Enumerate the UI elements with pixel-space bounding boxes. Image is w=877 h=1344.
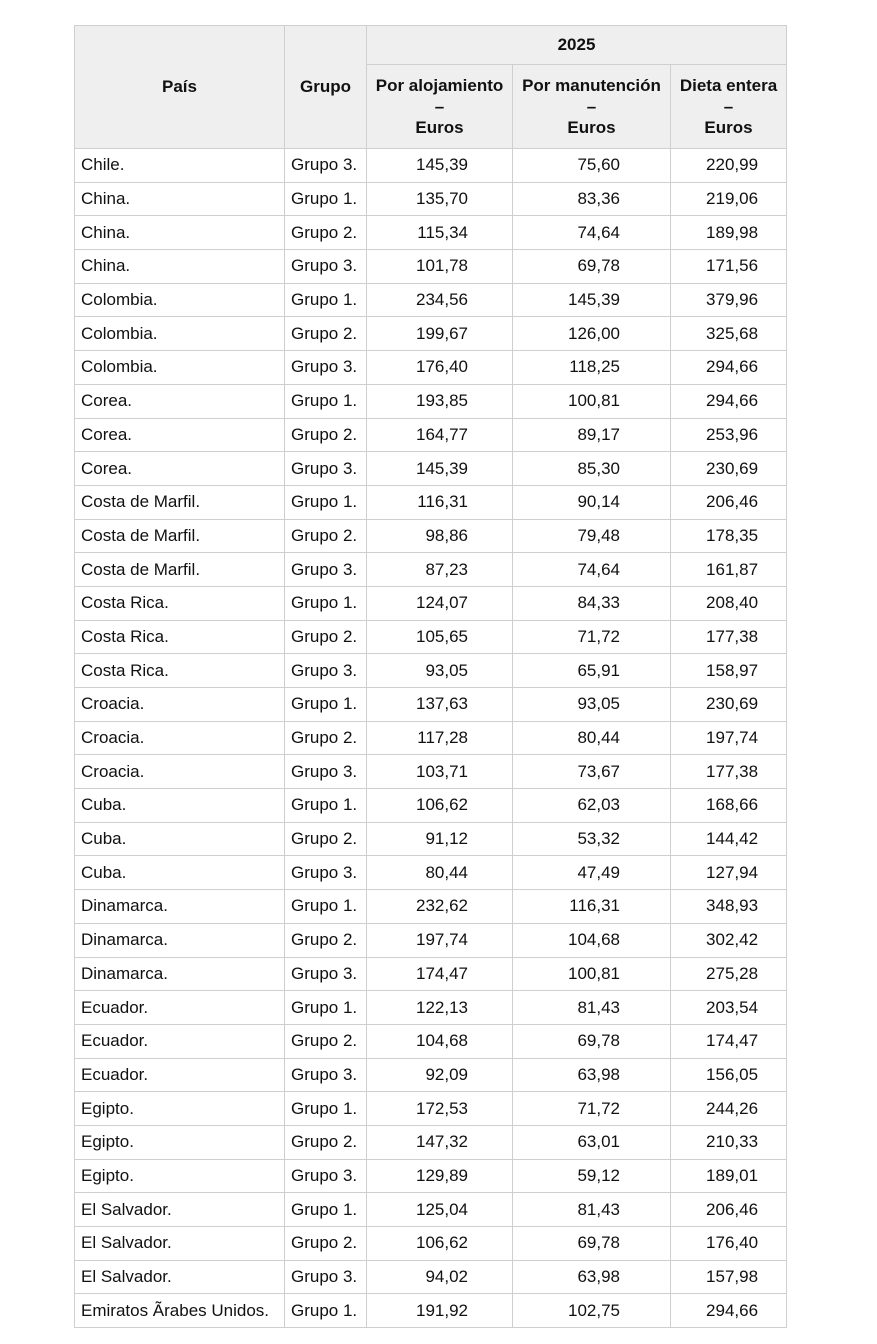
header-dieta — [671, 65, 787, 149]
header-pais: País — [75, 26, 285, 149]
header-manutencion-unit: Euros — [567, 118, 616, 137]
table-row — [75, 586, 787, 620]
cell-pais: Costa Rica. — [75, 586, 285, 620]
cell-manutencion: 100,81 — [513, 384, 671, 418]
cell-alojamiento: 104,68 — [367, 1024, 513, 1058]
cell-alojamiento: 129,89 — [367, 1159, 513, 1193]
cell-dieta: 208,40 — [671, 586, 787, 620]
cell-manutencion: 69,78 — [513, 1227, 671, 1261]
cell-alojamiento: 105,65 — [367, 620, 513, 654]
cell-pais: Egipto. — [75, 1125, 285, 1159]
cell-manutencion: 81,43 — [513, 991, 671, 1025]
cell-dieta: 244,26 — [671, 1092, 787, 1126]
table-row — [75, 923, 787, 957]
cell-pais: Costa de Marfil. — [75, 485, 285, 519]
cell-manutencion: 84,33 — [513, 586, 671, 620]
cell-pais: Ecuador. — [75, 1024, 285, 1058]
cell-grupo: Grupo 3. — [285, 149, 367, 183]
cell-pais: Croacia. — [75, 688, 285, 722]
cell-grupo: Grupo 1. — [285, 1193, 367, 1227]
cell-alojamiento: 116,31 — [367, 485, 513, 519]
cell-manutencion: 73,67 — [513, 755, 671, 789]
cell-dieta: 294,66 — [671, 351, 787, 385]
cell-pais: Corea. — [75, 452, 285, 486]
table-row — [75, 856, 787, 890]
cell-grupo: Grupo 3. — [285, 654, 367, 688]
cell-manutencion: 69,78 — [513, 250, 671, 284]
cell-manutencion: 74,64 — [513, 216, 671, 250]
cell-manutencion: 145,39 — [513, 283, 671, 317]
cell-manutencion: 85,30 — [513, 452, 671, 486]
cell-alojamiento: 176,40 — [367, 351, 513, 385]
cell-grupo: Grupo 3. — [285, 856, 367, 890]
cell-dieta: 158,97 — [671, 654, 787, 688]
cell-manutencion: 47,49 — [513, 856, 671, 890]
table-row — [75, 317, 787, 351]
cell-dieta: 168,66 — [671, 789, 787, 823]
cell-dieta: 127,94 — [671, 856, 787, 890]
cell-pais: Corea. — [75, 418, 285, 452]
header-dieta-title: Dieta entera — [679, 76, 778, 95]
cell-pais: Corea. — [75, 384, 285, 418]
cell-alojamiento: 91,12 — [367, 822, 513, 856]
cell-manutencion: 59,12 — [513, 1159, 671, 1193]
table-row — [75, 1193, 787, 1227]
header-alojamiento-unit: Euros — [415, 118, 464, 137]
cell-dieta: 161,87 — [671, 553, 787, 587]
cell-grupo: Grupo 3. — [285, 755, 367, 789]
table-row — [75, 519, 787, 553]
cell-dieta: 253,96 — [671, 418, 787, 452]
table-row — [75, 721, 787, 755]
cell-pais: Costa Rica. — [75, 654, 285, 688]
cell-alojamiento: 124,07 — [367, 586, 513, 620]
cell-alojamiento: 117,28 — [367, 721, 513, 755]
header-manutencion — [513, 65, 671, 149]
cell-manutencion: 80,44 — [513, 721, 671, 755]
cell-alojamiento: 101,78 — [367, 250, 513, 284]
table-row — [75, 789, 787, 823]
cell-alojamiento: 135,70 — [367, 182, 513, 216]
cell-dieta: 325,68 — [671, 317, 787, 351]
cell-dieta: 230,69 — [671, 688, 787, 722]
dietas-table — [74, 25, 787, 1328]
cell-dieta: 171,56 — [671, 250, 787, 284]
cell-dieta: 220,99 — [671, 149, 787, 183]
header-alojamiento-title: Por alojamiento — [375, 76, 504, 95]
cell-pais: Chile. — [75, 149, 285, 183]
cell-grupo: Grupo 2. — [285, 317, 367, 351]
table-row — [75, 822, 787, 856]
cell-pais: Costa de Marfil. — [75, 553, 285, 587]
cell-pais: China. — [75, 182, 285, 216]
table-row — [75, 384, 787, 418]
table-row — [75, 1125, 787, 1159]
cell-alojamiento: 145,39 — [367, 149, 513, 183]
cell-alojamiento: 147,32 — [367, 1125, 513, 1159]
cell-grupo: Grupo 3. — [285, 1159, 367, 1193]
cell-grupo: Grupo 1. — [285, 283, 367, 317]
cell-grupo: Grupo 2. — [285, 418, 367, 452]
cell-pais: Colombia. — [75, 283, 285, 317]
cell-alojamiento: 172,53 — [367, 1092, 513, 1126]
cell-dieta: 379,96 — [671, 283, 787, 317]
cell-grupo: Grupo 3. — [285, 1058, 367, 1092]
cell-pais: Costa Rica. — [75, 620, 285, 654]
cell-dieta: 176,40 — [671, 1227, 787, 1261]
table-row — [75, 485, 787, 519]
cell-pais: Dinamarca. — [75, 890, 285, 924]
cell-dieta: 144,42 — [671, 822, 787, 856]
cell-grupo: Grupo 2. — [285, 1024, 367, 1058]
cell-manutencion: 126,00 — [513, 317, 671, 351]
cell-pais: Dinamarca. — [75, 957, 285, 991]
cell-dieta: 206,46 — [671, 485, 787, 519]
cell-grupo: Grupo 3. — [285, 250, 367, 284]
cell-pais: Colombia. — [75, 317, 285, 351]
cell-alojamiento: 115,34 — [367, 216, 513, 250]
cell-dieta: 230,69 — [671, 452, 787, 486]
cell-manutencion: 74,64 — [513, 553, 671, 587]
cell-dieta: 210,33 — [671, 1125, 787, 1159]
table-row — [75, 553, 787, 587]
cell-grupo: Grupo 2. — [285, 216, 367, 250]
table-row — [75, 216, 787, 250]
cell-pais: Egipto. — [75, 1159, 285, 1193]
cell-grupo: Grupo 1. — [285, 485, 367, 519]
cell-dieta: 177,38 — [671, 620, 787, 654]
cell-pais: El Salvador. — [75, 1260, 285, 1294]
cell-pais: Egipto. — [75, 1092, 285, 1126]
cell-alojamiento: 98,86 — [367, 519, 513, 553]
cell-dieta: 206,46 — [671, 1193, 787, 1227]
cell-alojamiento: 80,44 — [367, 856, 513, 890]
cell-alojamiento: 193,85 — [367, 384, 513, 418]
cell-grupo: Grupo 1. — [285, 182, 367, 216]
header-year: 2025 — [367, 26, 787, 65]
table-row — [75, 283, 787, 317]
table-row — [75, 688, 787, 722]
cell-grupo: Grupo 1. — [285, 1092, 367, 1126]
cell-grupo: Grupo 1. — [285, 688, 367, 722]
cell-grupo: Grupo 3. — [285, 351, 367, 385]
header-manutencion-title: Por manutención — [522, 76, 661, 95]
table-row — [75, 452, 787, 486]
cell-pais: Cuba. — [75, 856, 285, 890]
cell-manutencion: 100,81 — [513, 957, 671, 991]
cell-pais: Ecuador. — [75, 991, 285, 1025]
cell-dieta: 294,66 — [671, 1294, 787, 1328]
cell-grupo: Grupo 2. — [285, 721, 367, 755]
cell-pais: El Salvador. — [75, 1227, 285, 1261]
cell-alojamiento: 106,62 — [367, 1227, 513, 1261]
table-row — [75, 755, 787, 789]
cell-manutencion: 71,72 — [513, 620, 671, 654]
cell-manutencion: 89,17 — [513, 418, 671, 452]
table-row — [75, 1024, 787, 1058]
cell-alojamiento: 125,04 — [367, 1193, 513, 1227]
cell-dieta: 348,93 — [671, 890, 787, 924]
cell-alojamiento: 164,77 — [367, 418, 513, 452]
header-manutencion-dash: – — [586, 97, 597, 116]
cell-pais: Cuba. — [75, 789, 285, 823]
cell-grupo: Grupo 1. — [285, 384, 367, 418]
table-row — [75, 991, 787, 1025]
cell-alojamiento: 93,05 — [367, 654, 513, 688]
cell-dieta: 294,66 — [671, 384, 787, 418]
cell-alojamiento: 103,71 — [367, 755, 513, 789]
header-alojamiento-dash: – — [434, 97, 445, 116]
cell-alojamiento: 137,63 — [367, 688, 513, 722]
cell-manutencion: 81,43 — [513, 1193, 671, 1227]
cell-grupo: Grupo 2. — [285, 923, 367, 957]
cell-pais: Colombia. — [75, 351, 285, 385]
cell-grupo: Grupo 1. — [285, 586, 367, 620]
table-row — [75, 957, 787, 991]
cell-pais: Croacia. — [75, 755, 285, 789]
cell-manutencion: 90,14 — [513, 485, 671, 519]
cell-dieta: 302,42 — [671, 923, 787, 957]
cell-manutencion: 63,98 — [513, 1058, 671, 1092]
table-row — [75, 1260, 787, 1294]
header-grupo: Grupo — [285, 26, 367, 149]
cell-alojamiento: 191,92 — [367, 1294, 513, 1328]
cell-grupo: Grupo 3. — [285, 553, 367, 587]
cell-pais: El Salvador. — [75, 1193, 285, 1227]
cell-grupo: Grupo 2. — [285, 1125, 367, 1159]
cell-dieta: 203,54 — [671, 991, 787, 1025]
cell-grupo: Grupo 1. — [285, 890, 367, 924]
table-row — [75, 149, 787, 183]
cell-pais: Costa de Marfil. — [75, 519, 285, 553]
cell-pais: China. — [75, 216, 285, 250]
cell-dieta: 174,47 — [671, 1024, 787, 1058]
cell-manutencion: 104,68 — [513, 923, 671, 957]
cell-manutencion: 62,03 — [513, 789, 671, 823]
cell-alojamiento: 197,74 — [367, 923, 513, 957]
header-alojamiento — [367, 65, 513, 149]
cell-dieta: 197,74 — [671, 721, 787, 755]
cell-grupo: Grupo 2. — [285, 1227, 367, 1261]
cell-pais: Emiratos Ãrabes Unidos. — [75, 1294, 285, 1328]
cell-pais: Dinamarca. — [75, 923, 285, 957]
cell-alojamiento: 94,02 — [367, 1260, 513, 1294]
cell-manutencion: 79,48 — [513, 519, 671, 553]
cell-alojamiento: 92,09 — [367, 1058, 513, 1092]
cell-pais: China. — [75, 250, 285, 284]
cell-grupo: Grupo 2. — [285, 620, 367, 654]
cell-dieta: 178,35 — [671, 519, 787, 553]
cell-dieta: 177,38 — [671, 755, 787, 789]
cell-dieta: 157,98 — [671, 1260, 787, 1294]
header-dieta-dash: – — [723, 97, 734, 116]
cell-dieta: 189,01 — [671, 1159, 787, 1193]
table-row — [75, 182, 787, 216]
cell-grupo: Grupo 3. — [285, 1260, 367, 1294]
table-row — [75, 1227, 787, 1261]
cell-manutencion: 65,91 — [513, 654, 671, 688]
cell-alojamiento: 199,67 — [367, 317, 513, 351]
cell-manutencion: 83,36 — [513, 182, 671, 216]
cell-alojamiento: 106,62 — [367, 789, 513, 823]
table-row — [75, 1058, 787, 1092]
cell-dieta: 275,28 — [671, 957, 787, 991]
cell-manutencion: 63,98 — [513, 1260, 671, 1294]
cell-manutencion: 118,25 — [513, 351, 671, 385]
cell-manutencion: 71,72 — [513, 1092, 671, 1126]
table-row — [75, 351, 787, 385]
table-body — [75, 149, 787, 1328]
cell-manutencion: 93,05 — [513, 688, 671, 722]
cell-grupo: Grupo 1. — [285, 789, 367, 823]
cell-manutencion: 102,75 — [513, 1294, 671, 1328]
header-dieta-unit: Euros — [704, 118, 753, 137]
cell-grupo: Grupo 2. — [285, 519, 367, 553]
cell-grupo: Grupo 2. — [285, 822, 367, 856]
table-header — [75, 26, 787, 149]
cell-grupo: Grupo 3. — [285, 957, 367, 991]
cell-manutencion: 75,60 — [513, 149, 671, 183]
cell-alojamiento: 174,47 — [367, 957, 513, 991]
table-row — [75, 250, 787, 284]
table-row — [75, 1092, 787, 1126]
cell-grupo: Grupo 3. — [285, 452, 367, 486]
table-row — [75, 1294, 787, 1328]
table-row — [75, 654, 787, 688]
cell-alojamiento: 122,13 — [367, 991, 513, 1025]
cell-alojamiento: 234,56 — [367, 283, 513, 317]
table-row — [75, 418, 787, 452]
table-row — [75, 890, 787, 924]
cell-grupo: Grupo 1. — [285, 991, 367, 1025]
cell-alojamiento: 232,62 — [367, 890, 513, 924]
cell-manutencion: 69,78 — [513, 1024, 671, 1058]
cell-manutencion: 116,31 — [513, 890, 671, 924]
cell-manutencion: 63,01 — [513, 1125, 671, 1159]
cell-grupo: Grupo 1. — [285, 1294, 367, 1328]
cell-pais: Cuba. — [75, 822, 285, 856]
cell-dieta: 189,98 — [671, 216, 787, 250]
table-row — [75, 1159, 787, 1193]
table-row — [75, 620, 787, 654]
cell-pais: Ecuador. — [75, 1058, 285, 1092]
cell-pais: Croacia. — [75, 721, 285, 755]
cell-manutencion: 53,32 — [513, 822, 671, 856]
cell-dieta: 219,06 — [671, 182, 787, 216]
cell-alojamiento: 87,23 — [367, 553, 513, 587]
cell-dieta: 156,05 — [671, 1058, 787, 1092]
cell-alojamiento: 145,39 — [367, 452, 513, 486]
